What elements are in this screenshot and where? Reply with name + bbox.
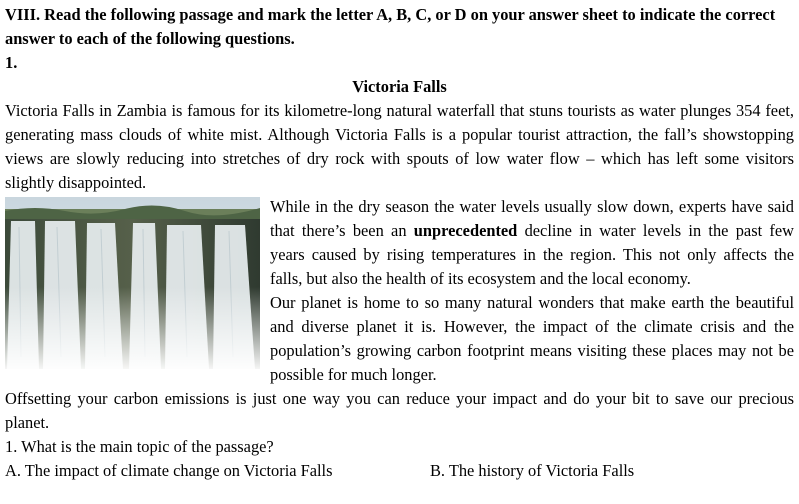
paragraph-2-end: decline in water levels in the past few years caused by rising temperatures in the region. This not only affects the falls, but also the health of its ecosystem and the local economy. bbox=[270, 221, 794, 288]
paragraph-1: Victoria Falls in Zambia is famous for its kilometre-long natural waterfall that stuns tourists as water plunges 354 feet, generating mass clouds of white mist. Although Victoria Falls is a popular tourist attraction, the fall’s showstopping views are slowly reducing into stretches of dry rock with spouts of low water flow – which has left some visitors slightly disappointed. bbox=[5, 101, 794, 192]
instructions: VIII. Read the following passage and mark the letter A, B, C, or D on your answer sheet to indicate the correct answer to each of the following questions. bbox=[5, 5, 776, 48]
passage-title: Victoria Falls bbox=[352, 77, 447, 96]
paragraph-4: Offsetting your carbon emissions is just one way you can reduce your impact and do your bit to save our precious planet. bbox=[5, 389, 794, 432]
paragraph-2-start: While in the dry season the water levels usually slow down, experts have said that there’s been an bbox=[270, 197, 794, 240]
question-1-text: 1. What is the main topic of the passage? bbox=[5, 437, 274, 456]
waterfall-image bbox=[5, 197, 260, 369]
highlighted-word: unprecedented bbox=[413, 221, 518, 240]
question-1-options bbox=[5, 459, 794, 483]
option-a: A. The impact of climate change on Victoria Falls bbox=[5, 461, 333, 480]
passage-number: 1. bbox=[5, 53, 18, 72]
paragraph-3: Our planet is home to so many natural wonders that make earth the beautiful and diverse planet it is. However, the impact of the climate crisis and the population’s growing carbon footprint means visiting these places may not be possible for much longer. bbox=[270, 293, 794, 384]
option-b: B. The history of Victoria Falls bbox=[430, 461, 635, 480]
